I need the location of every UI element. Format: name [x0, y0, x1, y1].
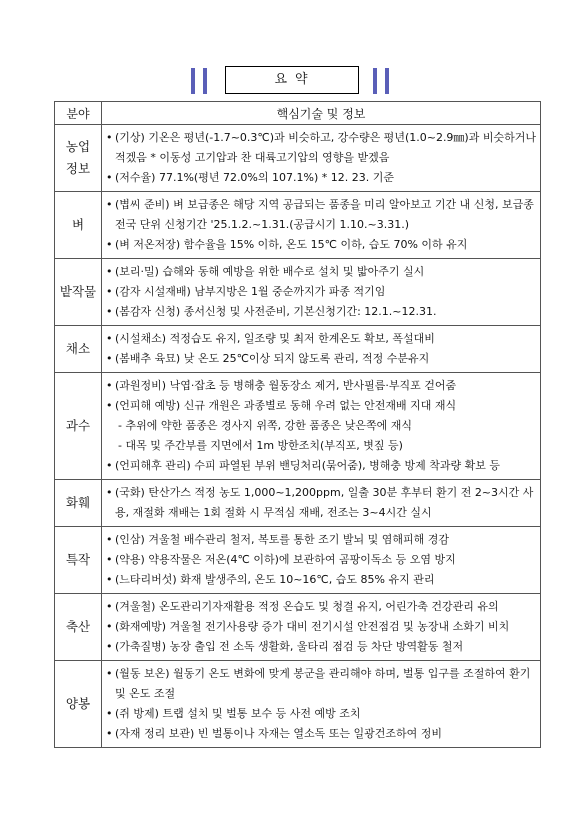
bullet-item: • (국화) 탄산가스 적정 농도 1,000~1,200ppm, 일출 30분 후부터 환기 전 2~3시간 사용, 재절화 재배는 1회 절화 시 무적심 재배, 전조는 3~4시간 실시	[106, 483, 538, 523]
bullet-item: • (겨울철) 온도관리기자재활용 적정 온습도 및 청결 유지, 어린가축 건강관리 유의	[106, 597, 538, 617]
bullet-item: • (보리·밀) 습해와 동해 예방을 위한 배수로 설치 및 밟아주기 실시	[106, 262, 538, 282]
page-title: 요 약	[225, 66, 359, 94]
summary-table	[54, 101, 541, 748]
row-category: 채소	[55, 326, 102, 373]
bullet-item: • (언피해후 관리) 수피 파열된 부위 밴딩처리(묶어줌), 병해충 방제 착과량 확보 등	[106, 456, 538, 476]
row-content	[102, 480, 541, 527]
row-category: 농업 정보	[55, 125, 102, 192]
bullet-item: • (약용) 약용작물은 저온(4℃ 이하)에 보관하여 곰팡이독소 등 오염 방지	[106, 550, 538, 570]
row-content	[102, 326, 541, 373]
row-content	[102, 192, 541, 259]
row-content	[102, 125, 541, 192]
table-row	[55, 373, 541, 480]
bullet-item: • (봄배추 육묘) 낮 온도 25℃이상 되지 않도록 관리, 적정 수분유지	[106, 349, 538, 369]
row-content	[102, 594, 541, 661]
table-row	[55, 326, 541, 373]
header-category: 분야	[55, 102, 102, 125]
table-row	[55, 125, 541, 192]
bullet-item: • (봄감자 신청) 종서신청 및 사전준비, 기본신청기간: 12.1.~12.31.	[106, 302, 538, 322]
table-body	[55, 125, 541, 748]
row-content	[102, 527, 541, 594]
bullet-item: • (인삼) 겨울철 배수관리 철저, 복토를 통한 조기 발뇌 및 염해피해 경감	[106, 530, 538, 550]
row-category: 양봉	[55, 661, 102, 748]
row-category: 화훼	[55, 480, 102, 527]
table-header-row	[55, 102, 541, 125]
row-category: 과수	[55, 373, 102, 480]
table-row	[55, 527, 541, 594]
bullet-item: • (언피해 예방) 신규 개원은 과종별로 동해 우려 없는 안전재배 지대 재식	[106, 396, 538, 416]
table-row	[55, 594, 541, 661]
table-row	[55, 661, 541, 748]
title-bar-right-1	[373, 68, 377, 94]
bullet-item: • (볍씨 준비) 벼 보급종은 해당 지역 공급되는 품종을 미리 알아보고 기간 내 신청, 보급종 전국 단위 신청기간 '25.1.2.~1.31.(공급시기 1.10.~3.31.)	[106, 195, 538, 235]
row-category: 특작	[55, 527, 102, 594]
title-area	[0, 66, 584, 96]
bullet-item: • (화재예방) 겨울철 전기사용량 증가 대비 전기시설 안전점검 및 농장내 소화기 비치	[106, 617, 538, 637]
bullet-item: • (기상) 기온은 평년(-1.7~0.3℃)과 비슷하고, 강수량은 평년(1.0~2.9㎜)과 비슷하거나 적겠음 * 이동성 고기압과 찬 대륙고기압의 영향을 받겠음	[106, 128, 538, 168]
row-category: 축산	[55, 594, 102, 661]
bullet-item: • (시설채소) 적정습도 유지, 일조량 및 최저 한계온도 확보, 폭설대비	[106, 329, 538, 349]
bullet-item: • (과원정비) 낙엽·잡초 등 병해충 월동장소 제거, 반사필름·부직포 걷어줌	[106, 376, 538, 396]
bullet-item: • (감자 시설재배) 남부지방은 1월 중순까지가 파종 적기임	[106, 282, 538, 302]
bullet-item: • (월동 보온) 월동기 온도 변화에 맞게 봉군을 관리해야 하며, 벌통 입구를 조절하여 환기 및 온도 조절	[106, 664, 538, 704]
title-bar-left-1	[191, 68, 195, 94]
sub-item: - 추위에 약한 품종은 경사지 위쪽, 강한 품종은 낮은쪽에 재식	[106, 416, 538, 436]
bullet-item: • (쥐 방제) 트랩 설치 및 벌통 보수 등 사전 예방 조치	[106, 704, 538, 724]
bullet-item: • (느타리버섯) 화재 발생주의, 온도 10~16℃, 습도 85% 유지 관리	[106, 570, 538, 590]
row-category: 밭작물	[55, 259, 102, 326]
title-bar-right-2	[385, 68, 389, 94]
row-content	[102, 259, 541, 326]
table-row	[55, 259, 541, 326]
header-content: 핵심기술 및 정보	[102, 102, 541, 125]
row-content	[102, 373, 541, 480]
title-bar-left-2	[203, 68, 207, 94]
table-row	[55, 192, 541, 259]
row-category: 벼	[55, 192, 102, 259]
bullet-item: • (가축질병) 농장 출입 전 소독 생활화, 울타리 점검 등 차단 방역활동 철저	[106, 637, 538, 657]
table-row	[55, 480, 541, 527]
bullet-item: • (자재 정리 보관) 빈 벌통이나 자재는 열소독 또는 일광건조하여 정비	[106, 724, 538, 744]
bullet-item: • (벼 저온저장) 함수율을 15% 이하, 온도 15℃ 이하, 습도 70% 이하 유지	[106, 235, 538, 255]
bullet-item: • (저수율) 77.1%(평년 72.0%의 107.1%) * 12. 23. 기준	[106, 168, 538, 188]
sub-item: - 대목 및 주간부를 지면에서 1m 방한조치(부직포, 볏짚 등)	[106, 436, 538, 456]
row-content	[102, 661, 541, 748]
